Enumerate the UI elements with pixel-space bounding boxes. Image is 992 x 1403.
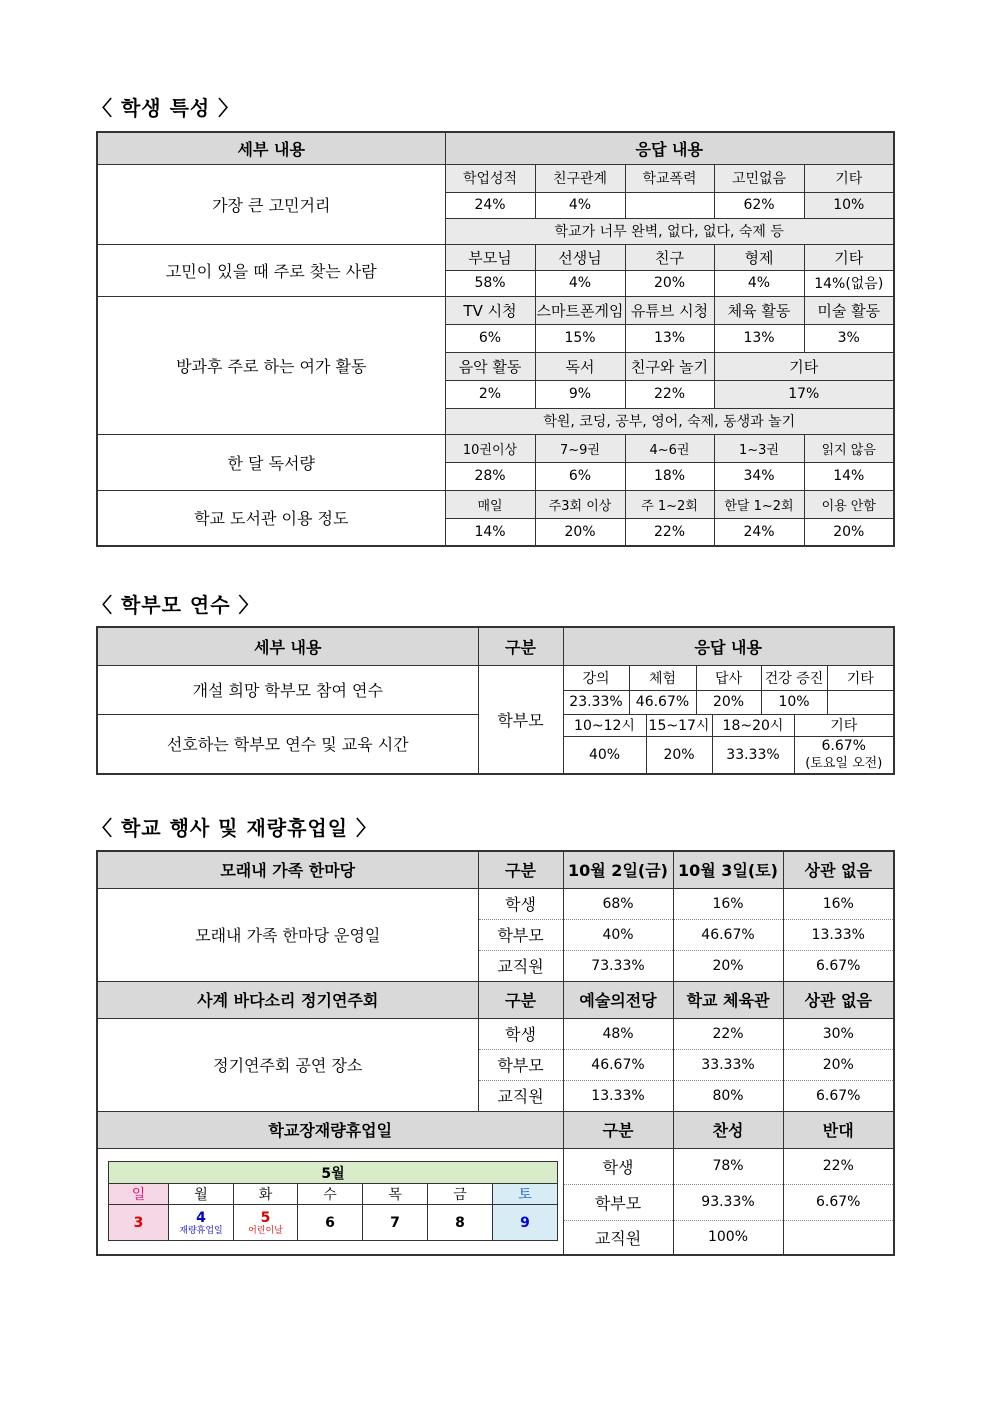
group-cell: 학부모 [478, 919, 563, 950]
row-label-person: 고민이 있을 때 주로 찾는 사람 [97, 244, 445, 296]
row-label-course: 개설 희망 학부모 참여 연수 [97, 665, 478, 714]
value-cell: 22% [783, 1148, 894, 1184]
value-cell: 6% [535, 462, 625, 490]
cat-cell: 유튜브 시청 [625, 296, 714, 324]
value-cell: 4% [535, 192, 625, 218]
value-cell: 73.33% [563, 950, 673, 981]
cat-cell: 1~3권 [714, 434, 804, 462]
group-parent: 학부모 [478, 665, 563, 774]
value-cell: 46.67% [629, 690, 696, 714]
weekday: 수 [298, 1184, 363, 1205]
cat-cell: 학업성적 [445, 164, 535, 192]
cat-cell: 학교폭력 [625, 164, 714, 192]
group-cell: 학생 [563, 1148, 673, 1184]
note-cell: 학교가 너무 완벽, 없다, 없다, 숙제 등 [445, 218, 894, 244]
value-cell: 78% [673, 1148, 783, 1184]
value-cell: 20% [535, 518, 625, 546]
calendar-cell [97, 1148, 563, 1255]
value-cell: 20% [696, 690, 761, 714]
cat-cell: 읽지 않음 [804, 434, 894, 462]
date-cell: 9 [493, 1205, 558, 1241]
cat-cell: 기타 [794, 714, 894, 736]
value-cell: 15% [535, 324, 625, 352]
value-cell: 93.33% [673, 1184, 783, 1220]
row-label-reading: 한 달 독서량 [97, 434, 445, 490]
value-cell: 33.33% [712, 736, 794, 774]
header-col: 반대 [783, 1111, 894, 1148]
header-col: 예술의전당 [563, 981, 673, 1018]
header-col: 상관 없음 [783, 981, 894, 1018]
value-cell: 22% [625, 518, 714, 546]
header-response: 응답 내용 [563, 627, 894, 665]
cat-cell: 주 1~2회 [625, 490, 714, 518]
value-cell: 3% [804, 324, 894, 352]
value-cell: 20% [646, 736, 712, 774]
header-col: 10월 2일(금) [563, 851, 673, 888]
cat-cell: 이용 안함 [804, 490, 894, 518]
cat-cell: 독서 [535, 352, 625, 380]
group-cell: 교직원 [478, 1080, 563, 1111]
value-cell [827, 690, 894, 714]
value-cell [625, 192, 714, 218]
date-cell: 8 [428, 1205, 493, 1241]
header-detail: 세부 내용 [97, 627, 478, 665]
date-text: 5 [260, 1209, 271, 1226]
value-cell: 40% [563, 919, 673, 950]
student-table [96, 131, 895, 547]
value-cell: 80% [673, 1080, 783, 1111]
value-cell: 20% [673, 950, 783, 981]
value-cell: 13.33% [563, 1080, 673, 1111]
cat-cell: 건강 증진 [761, 665, 827, 690]
cat-cell: 친구와 놀기 [625, 352, 714, 380]
value-cell: 20% [804, 518, 894, 546]
row-label-leisure: 방과후 주로 하는 여가 활동 [97, 296, 445, 434]
cat-cell: 체험 [629, 665, 696, 690]
value-cell: 22% [625, 380, 714, 408]
header-detail: 세부 내용 [97, 132, 445, 164]
cat-cell: 18~20시 [712, 714, 794, 736]
value-cell: 23.33% [563, 690, 629, 714]
value-cell: 2% [445, 380, 535, 408]
value-cell: 14%(없음) [804, 270, 894, 296]
value-cell: 6.67% [783, 950, 894, 981]
header-col: 상관 없음 [783, 851, 894, 888]
value-cell: 68% [563, 888, 673, 919]
cat-cell: 주3회 이상 [535, 490, 625, 518]
value-cell: 6.67% [783, 1184, 894, 1220]
value-cell: 48% [563, 1018, 673, 1049]
parent-table [96, 626, 895, 775]
header-col: 학교 체육관 [673, 981, 783, 1018]
value-cell: 6.67% [783, 1080, 894, 1111]
group-cell: 학부모 [478, 1049, 563, 1080]
date-cell: 3 [109, 1205, 169, 1241]
value-text: 6.67% [821, 737, 866, 754]
value-cell: 10% [761, 690, 827, 714]
value-cell: 16% [673, 888, 783, 919]
value-cell: 10% [804, 192, 894, 218]
header-col: 10월 3일(토) [673, 851, 783, 888]
header-col: 찬성 [673, 1111, 783, 1148]
cat-cell: 음악 활동 [445, 352, 535, 380]
value-cell: 16% [783, 888, 894, 919]
cat-cell: 4~6권 [625, 434, 714, 462]
calendar-month: 5월 [109, 1162, 558, 1184]
group-cell: 학부모 [563, 1184, 673, 1220]
header-event1: 모래내 가족 한마당 [97, 851, 478, 888]
date-cell: 7 [363, 1205, 428, 1241]
header-holiday: 학교장재량휴업일 [97, 1111, 563, 1148]
row-label-event1: 모래내 가족 한마당 운영일 [97, 888, 478, 981]
other-note: (토요일 오전) [805, 755, 883, 771]
cat-cell: 친구관계 [535, 164, 625, 192]
value-cell: 33.33% [673, 1049, 783, 1080]
header-division: 구분 [478, 627, 563, 665]
section-title-student: 〈 학생 특성 〉 [92, 96, 240, 120]
value-cell: 4% [535, 270, 625, 296]
value-cell: 46.67% [673, 919, 783, 950]
value-cell: 34% [714, 462, 804, 490]
row-label-worry: 가장 큰 고민거리 [97, 164, 445, 244]
weekday-sat: 토 [493, 1184, 558, 1205]
weekday: 월 [169, 1184, 234, 1205]
group-cell: 교직원 [478, 950, 563, 981]
date-cell: 6 [298, 1205, 363, 1241]
cat-cell: 한달 1~2회 [714, 490, 804, 518]
value-cell: 13% [714, 324, 804, 352]
cat-cell: 7~9권 [535, 434, 625, 462]
value-cell: 24% [714, 518, 804, 546]
group-cell: 학생 [478, 1018, 563, 1049]
row-label-library: 학교 도서관 이용 정도 [97, 490, 445, 546]
value-cell: 22% [673, 1018, 783, 1049]
value-cell: 13% [625, 324, 714, 352]
value-cell: 17% [714, 380, 894, 408]
header-event2: 사계 바다소리 정기연주회 [97, 981, 478, 1018]
section-title-events: 〈 학교 행사 및 재량휴업일 〉 [92, 816, 378, 840]
value-cell: 40% [563, 736, 646, 774]
value-cell: 14% [804, 462, 894, 490]
header-division: 구분 [563, 1111, 673, 1148]
cat-cell: 선생님 [535, 244, 625, 270]
value-cell: 62% [714, 192, 804, 218]
value-cell: 58% [445, 270, 535, 296]
value-cell: 20% [625, 270, 714, 296]
value-cell [783, 1220, 894, 1255]
value-cell: 100% [673, 1220, 783, 1255]
cat-cell: 고민없음 [714, 164, 804, 192]
weekday: 화 [234, 1184, 298, 1205]
row-label-event2: 정기연주회 공연 장소 [97, 1018, 478, 1111]
events-table [96, 850, 895, 1256]
value-cell: 28% [445, 462, 535, 490]
cat-cell: 스마트폰게임 [535, 296, 625, 324]
row-label-time: 선호하는 학부모 연수 및 교육 시간 [97, 714, 478, 774]
cat-cell: 미술 활동 [804, 296, 894, 324]
cat-cell: 부모님 [445, 244, 535, 270]
cat-cell: 답사 [696, 665, 761, 690]
note-cell: 학원, 코딩, 공부, 영어, 숙제, 동생과 놀기 [445, 408, 894, 434]
value-cell: 4% [714, 270, 804, 296]
header-response: 응답 내용 [445, 132, 894, 164]
cat-cell: 기타 [714, 352, 894, 380]
weekday-sun: 일 [109, 1184, 169, 1205]
date-cell-holiday [169, 1205, 234, 1241]
weekday: 목 [363, 1184, 428, 1205]
value-cell: 24% [445, 192, 535, 218]
group-cell: 학생 [478, 888, 563, 919]
value-cell: 20% [783, 1049, 894, 1080]
value-cell-other [794, 736, 894, 774]
date-cell-childrens-day [234, 1205, 298, 1241]
value-cell: 46.67% [563, 1049, 673, 1080]
value-cell: 13.33% [783, 919, 894, 950]
value-cell: 30% [783, 1018, 894, 1049]
value-cell: 9% [535, 380, 625, 408]
value-cell: 6% [445, 324, 535, 352]
cat-cell: 체육 활동 [714, 296, 804, 324]
cat-cell: 기타 [804, 164, 894, 192]
holiday-note: 재량휴업일 [179, 1225, 223, 1236]
cat-cell: 기타 [804, 244, 894, 270]
childrens-day-note: 어린이날 [248, 1225, 283, 1236]
cat-cell: TV 시청 [445, 296, 535, 324]
cat-cell: 매일 [445, 490, 535, 518]
value-cell: 14% [445, 518, 535, 546]
header-division: 구분 [478, 851, 563, 888]
header-division: 구분 [478, 981, 563, 1018]
weekday: 금 [428, 1184, 493, 1205]
cat-cell: 기타 [827, 665, 894, 690]
cat-cell: 강의 [563, 665, 629, 690]
group-cell: 교직원 [563, 1220, 673, 1255]
cat-cell: 10권이상 [445, 434, 535, 462]
value-cell: 18% [625, 462, 714, 490]
cat-cell: 15~17시 [646, 714, 712, 736]
date-text: 4 [196, 1209, 206, 1226]
cat-cell: 형제 [714, 244, 804, 270]
section-title-parent: 〈 학부모 연수 〉 [92, 593, 260, 617]
cat-cell: 친구 [625, 244, 714, 270]
cat-cell: 10~12시 [563, 714, 646, 736]
calendar [108, 1161, 558, 1241]
